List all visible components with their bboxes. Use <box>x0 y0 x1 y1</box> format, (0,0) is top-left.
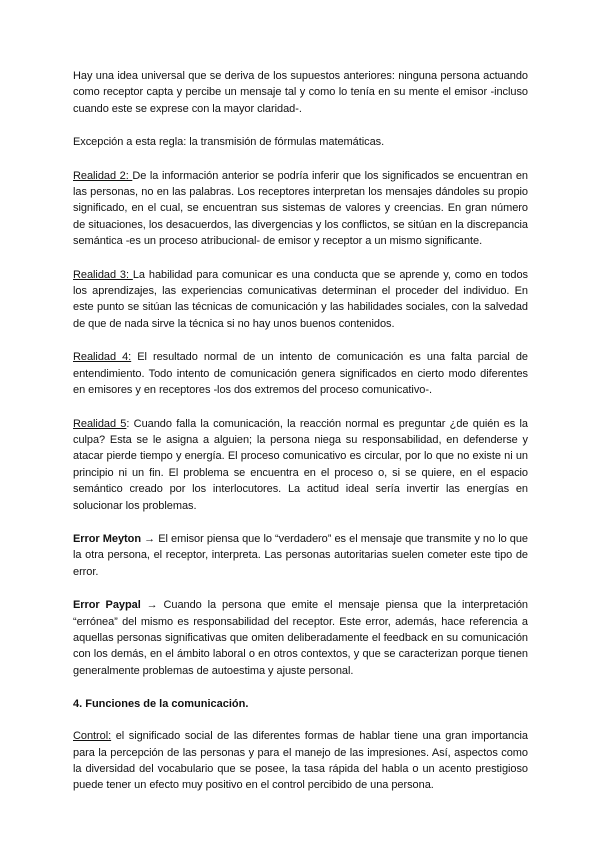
paragraph-realidad-3 <box>73 267 528 333</box>
paragraph-text: → Cuando la persona que emite el mensaje piensa que la interpretación “errónea” del mismo es responsabilidad del receptor. Este error, además, hace referencia a aquellas personas significativas que omiten deliberadamente el feedback en su comunicación con los demás, en el ámbito laboral o en otros contextos, y que se caracterizan porque tienen generalmente problemas de autoestima y ajuste personal. <box>73 599 528 677</box>
paragraph-realidad-5 <box>73 416 528 514</box>
realidad-4-label: Realidad 4: <box>73 351 132 364</box>
error-meyton-label: Error Meyton <box>73 532 141 545</box>
paragraph-realidad-2 <box>73 168 528 250</box>
paragraph-control <box>73 728 528 794</box>
paragraph-text: La habilidad para comunicar es una conducta que se aprende y, como en todos los aprendizajes, las experiencias comunicativas determinan el proceder del individuo. En este punto se sitúan las técnicas de comunicación y las habilidades sociales, con la salvedad de que de nada sirve la técnica si no hay unos buenos contenidos. <box>73 268 528 330</box>
paragraph-text: Excepción a esta regla: la transmisión de fórmulas matemáticas. <box>73 136 385 149</box>
realidad-3-label: Realidad 3: <box>73 268 133 281</box>
paragraph-error-paypal <box>73 597 528 679</box>
paragraph-text: De la información anterior se podría inferir que los significados se encuentran en las personas, no en las palabras. Los receptores interpretan los mensajes dándoles su propio significado, en el cual, se encuentran sus sistemas de valores y creencias. En gran número de situaciones, los desacuerdos, las divergencias y los conflictos, se sitúan en la discrepancia semántica -es un proceso atribucional- de emisor y receptor a un mismo significante. <box>73 169 528 248</box>
paragraph-exception <box>73 134 528 150</box>
section-heading: 4. Funciones de la comunicación. <box>73 698 249 711</box>
paragraph-realidad-4 <box>73 349 528 398</box>
paragraph-error-meyton <box>73 531 528 580</box>
error-paypal-label: Error Paypal <box>73 599 141 612</box>
paragraph-universal-idea <box>73 68 528 117</box>
realidad-5-label: Realidad 5 <box>73 417 127 430</box>
realidad-2-label: Realidad 2: <box>73 169 133 182</box>
paragraph-text: el significado social de las diferentes formas de hablar tiene una gran importancia para la percepción de las personas y para el manejo de las impresiones. Así, aspectos como la diversidad del vocabulario que se posee, la tasa rápida del habla o un acento prestigioso puede tener un efecto muy positivo en el control percibido de una persona. <box>73 730 528 792</box>
paragraph-text: Hay una idea universal que se deriva de los supuestos anteriores: ninguna persona actuando como receptor capta y percibe un mensaje tal y como lo tenía en su mente el emisor -incluso cuando este se exprese con la mayor claridad-. <box>73 70 528 115</box>
paragraph-text: : Cuando falla la comunicación, la reacción normal es preguntar ¿de quién es la culpa? Esta se le asigna a alguien; la persona niega su responsabilidad, en defenderse y atacar pierde tiempo y energía. El proceso comunicativo es circular, por lo que no existe ni un principio ni un fin. El problema se encuentra en el proceso o, si se quiere, en el espacio semántico creado por los interlocutores. La actitud ideal sería invertir las energías en solucionar los problemas. <box>73 417 528 512</box>
control-label: Control: <box>73 730 112 743</box>
paragraph-text: → El emisor piensa que lo “verdadero” es el mensaje que transmite y no lo que la otra persona, el receptor, interpreta. Las personas autoritarias suelen cometer este tipo de error. <box>73 532 528 578</box>
paragraph-text: El resultado normal de un intento de comunicación es una falta parcial de entendimiento. Todo intento de comunicación genera significados en cierto modo diferentes en emisores y en receptores -los dos extremos del proceso comunicativo-. <box>73 351 529 397</box>
